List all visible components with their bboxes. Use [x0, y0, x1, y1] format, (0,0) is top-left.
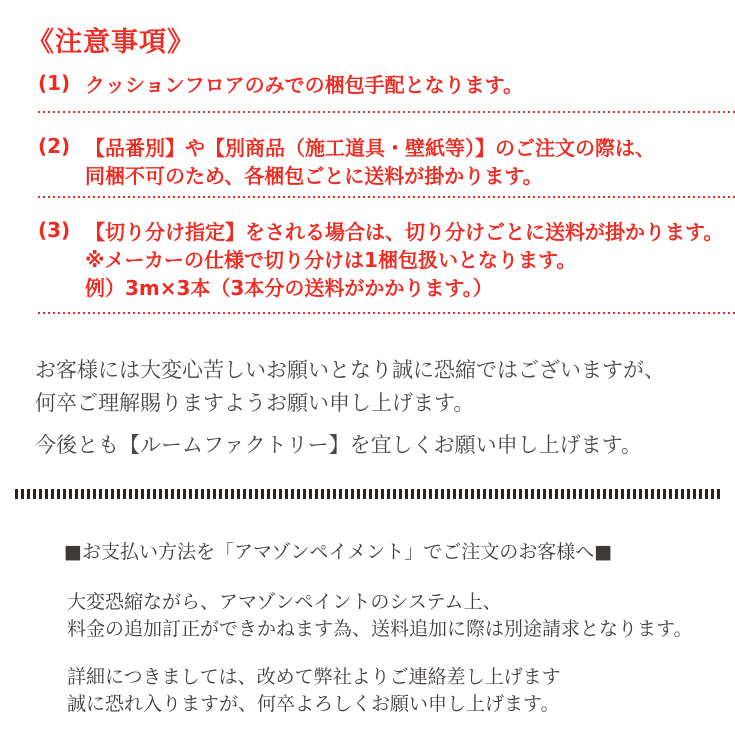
- amazon-payment-line: 大変恐縮ながら、アマゾンペイントのシステム上、: [67, 591, 502, 613]
- notice-line: クッションフロアのみでの梱包手配となります。: [85, 73, 523, 97]
- notice-line: ※メーカーの仕様で切り分けは1梱包扱いとなります。: [85, 248, 577, 272]
- apology-paragraph: [35, 354, 665, 420]
- closing-line: 今後とも【ルームファクトリー】を宜しくお願い申し上げます。: [35, 433, 642, 457]
- notice-item-3: [38, 218, 735, 302]
- apology-line: 何卒ご理解賜りますようお願い申し上げます。: [35, 391, 475, 415]
- hatched-divider: [15, 489, 723, 499]
- amazon-payment-paragraph-2: [67, 664, 561, 718]
- amazon-payment-heading: ■お支払い方法を「アマゾンペイメント」でご注文のお客様へ■: [64, 541, 613, 563]
- notice-item-number: (3): [38, 218, 71, 242]
- amazon-payment-line: 誠に恐れ入りますが、何卒よろしくお願い申し上げます。: [67, 693, 560, 715]
- amazon-payment-line: 料金の追加訂正ができかねます為、送料追加に際は別途請求となります。: [67, 618, 693, 640]
- apology-line: お客様には大変心苦しいお願いとなり誠に恐縮ではございますが、: [35, 358, 665, 382]
- amazon-payment-paragraph-1: [67, 589, 692, 643]
- notice-line: 【品番別】や【別商品（施工道具・壁紙等）】のご注文の際は、: [85, 136, 655, 160]
- red-dotted-separator: [38, 312, 735, 314]
- notice-item-number: (1): [38, 71, 71, 95]
- notice-item-number: (2): [38, 134, 71, 158]
- notice-line: 同梱不可のため、各梱包ごとに送料が掛かります。: [85, 164, 543, 188]
- notice-item-1: [38, 71, 735, 99]
- notice-item-2: [38, 134, 735, 190]
- notice-line: 【切り分け指定】をされる場合は、切り分けごとに送料が掛かります。: [85, 220, 724, 244]
- notice-line: 例）3m×3本（3本分の送料がかかります。）: [85, 276, 493, 300]
- red-dotted-separator: [38, 196, 735, 198]
- amazon-payment-line: 詳細につきましては、改めて弊社よりご連絡差し上げます: [67, 666, 561, 688]
- page-title: 《注意事項》: [27, 27, 195, 58]
- closing-paragraph: [35, 429, 642, 462]
- red-dotted-separator: [38, 111, 735, 113]
